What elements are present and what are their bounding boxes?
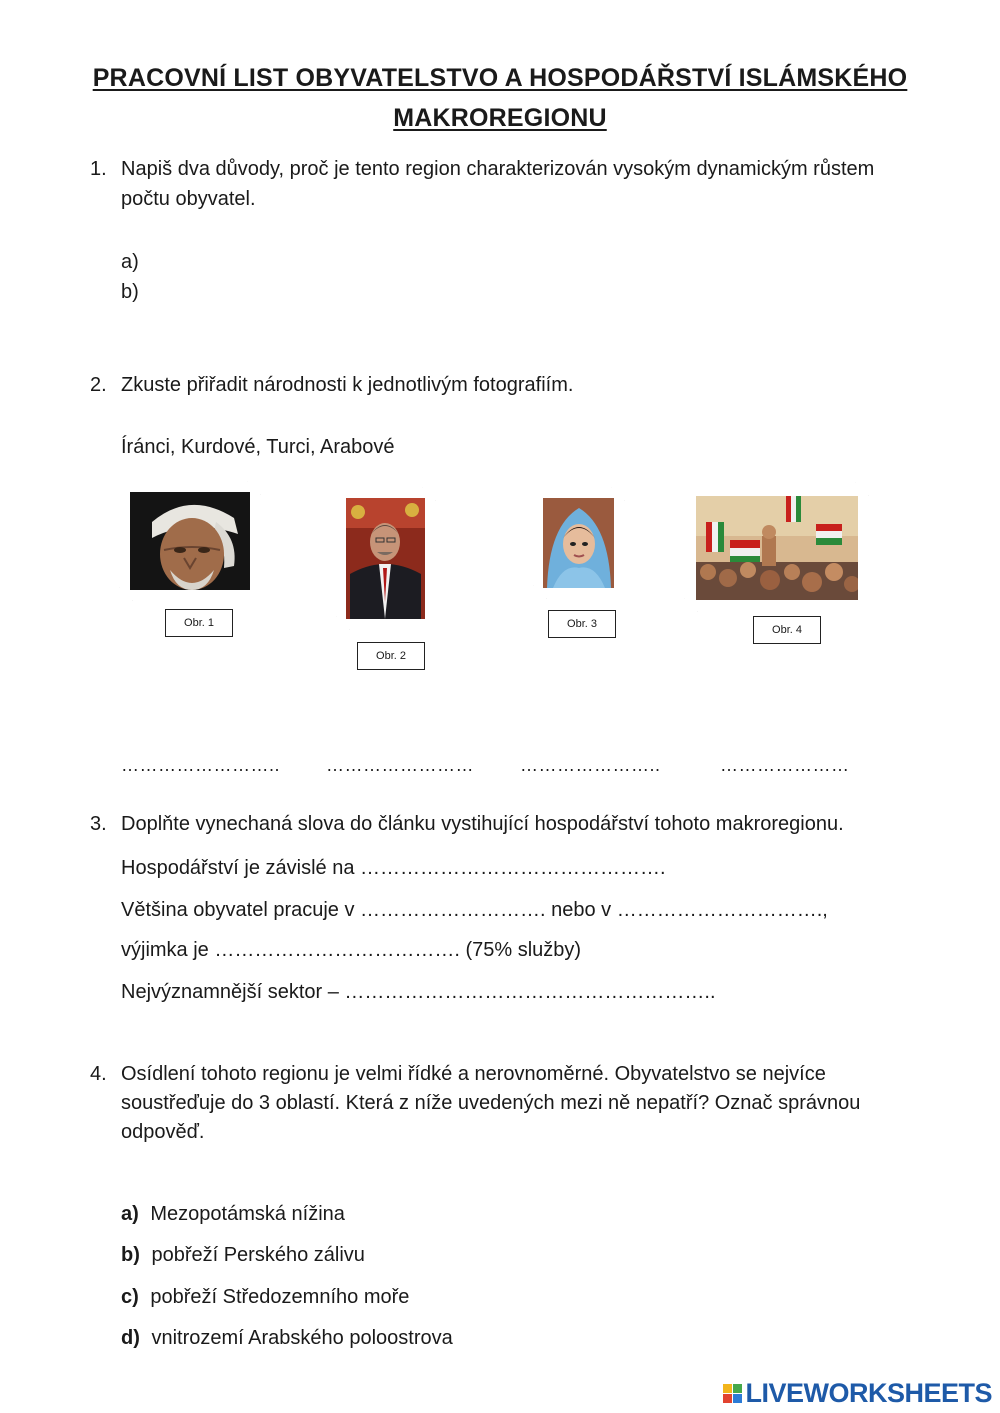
option-letter: a)	[121, 1203, 139, 1225]
q4-text-line-2: soustřeďuje do 3 oblastí. Která z níže uvedených mezi ně nepatří? Označ správnou	[121, 1092, 861, 1114]
option-letter: c)	[121, 1286, 139, 1308]
liveworksheets-logo[interactable]	[723, 1378, 992, 1409]
photo-4-image	[696, 496, 858, 600]
worksheet-title-line-1: PRACOVNÍ LIST OBYVATELSTVO A HOSPODÁŘSTVÍ ISLÁMSKÉHO	[92, 64, 908, 92]
photo-2-answer-blank[interactable]: ……………………	[326, 755, 474, 775]
photo-1-image	[130, 492, 250, 590]
liveworksheets-logo-text: LIVEWORKSHEETS	[745, 1378, 992, 1408]
option-letter: b)	[121, 1244, 140, 1266]
option-text: pobřeží Středozemního moře	[150, 1286, 410, 1308]
q3-text: Doplňte vynechaná slova do článku vystihující hospodářství tohoto makroregionu.	[121, 813, 844, 835]
q3-line-2[interactable]: Většina obyvatel pracuje v ………………………. nebo v ………………………….,	[121, 899, 828, 921]
photo-1-frame	[119, 481, 261, 601]
q1-text-line-1: Napiš dva důvody, proč je tento region charakterizován vysokým dynamickým růstem	[121, 158, 875, 180]
photo-3-frame	[533, 487, 625, 599]
option-text: vnitrozemí Arabského poloostrova	[151, 1327, 453, 1349]
photo-1-label: Obr. 1	[165, 609, 233, 637]
q4-option-b[interactable]	[121, 1240, 365, 1270]
option-letter: d)	[121, 1327, 140, 1349]
q4-text-line-3: odpověď.	[121, 1121, 205, 1143]
q3-line-4[interactable]: Nejvýznamnější sektor – ………………………………………………..	[121, 981, 716, 1003]
q4-option-d[interactable]	[121, 1323, 453, 1353]
photo-1-answer-blank[interactable]: ……………………..	[121, 755, 281, 775]
q1-number: 1.	[90, 158, 107, 180]
q3-line-3[interactable]: výjimka je ………………………………. (75% služby)	[121, 939, 582, 961]
q4-option-a[interactable]	[121, 1199, 345, 1229]
photo-3-answer-blank[interactable]: …………………..	[520, 755, 661, 775]
photo-4-answer-blank[interactable]: …………………	[720, 755, 850, 775]
liveworksheets-logo-icon	[723, 1384, 742, 1403]
photo-2-frame	[336, 487, 436, 630]
photo-3-label: Obr. 3	[548, 610, 616, 638]
q1-answer-b-field[interactable]	[150, 280, 910, 306]
q3-number: 3.	[90, 813, 107, 835]
photo-3-image	[543, 498, 614, 588]
photo-4-frame	[684, 482, 869, 612]
q1-answer-b-label: b)	[121, 281, 139, 303]
q2-text: Zkuste přiřadit národnosti k jednotlivým fotografiím.	[121, 374, 574, 396]
q4-number: 4.	[90, 1063, 107, 1085]
q4-option-c[interactable]	[121, 1282, 409, 1312]
photo-4-label: Obr. 4	[753, 616, 821, 644]
q1-text-line-2: počtu obyvatel.	[121, 188, 256, 210]
q2-nationalities: Íránci, Kurdové, Turci, Arabové	[121, 436, 395, 458]
photo-2-label: Obr. 2	[357, 642, 425, 670]
q1-answer-a-field[interactable]	[150, 250, 910, 276]
q1-answer-a-label: a)	[121, 251, 139, 273]
q2-number: 2.	[90, 374, 107, 396]
worksheet-title-line-2: MAKROREGIONU	[393, 104, 607, 132]
photo-2-image	[346, 498, 425, 619]
q4-text-line-1: Osídlení tohoto regionu je velmi řídké a nerovnoměrné. Obyvatelstvo se nejvíce	[121, 1063, 826, 1085]
q3-line-1[interactable]: Hospodářství je závislé na ……………………………………….	[121, 857, 666, 879]
option-text: Mezopotámská nížina	[150, 1203, 345, 1225]
option-text: pobřeží Perského zálivu	[151, 1244, 365, 1266]
